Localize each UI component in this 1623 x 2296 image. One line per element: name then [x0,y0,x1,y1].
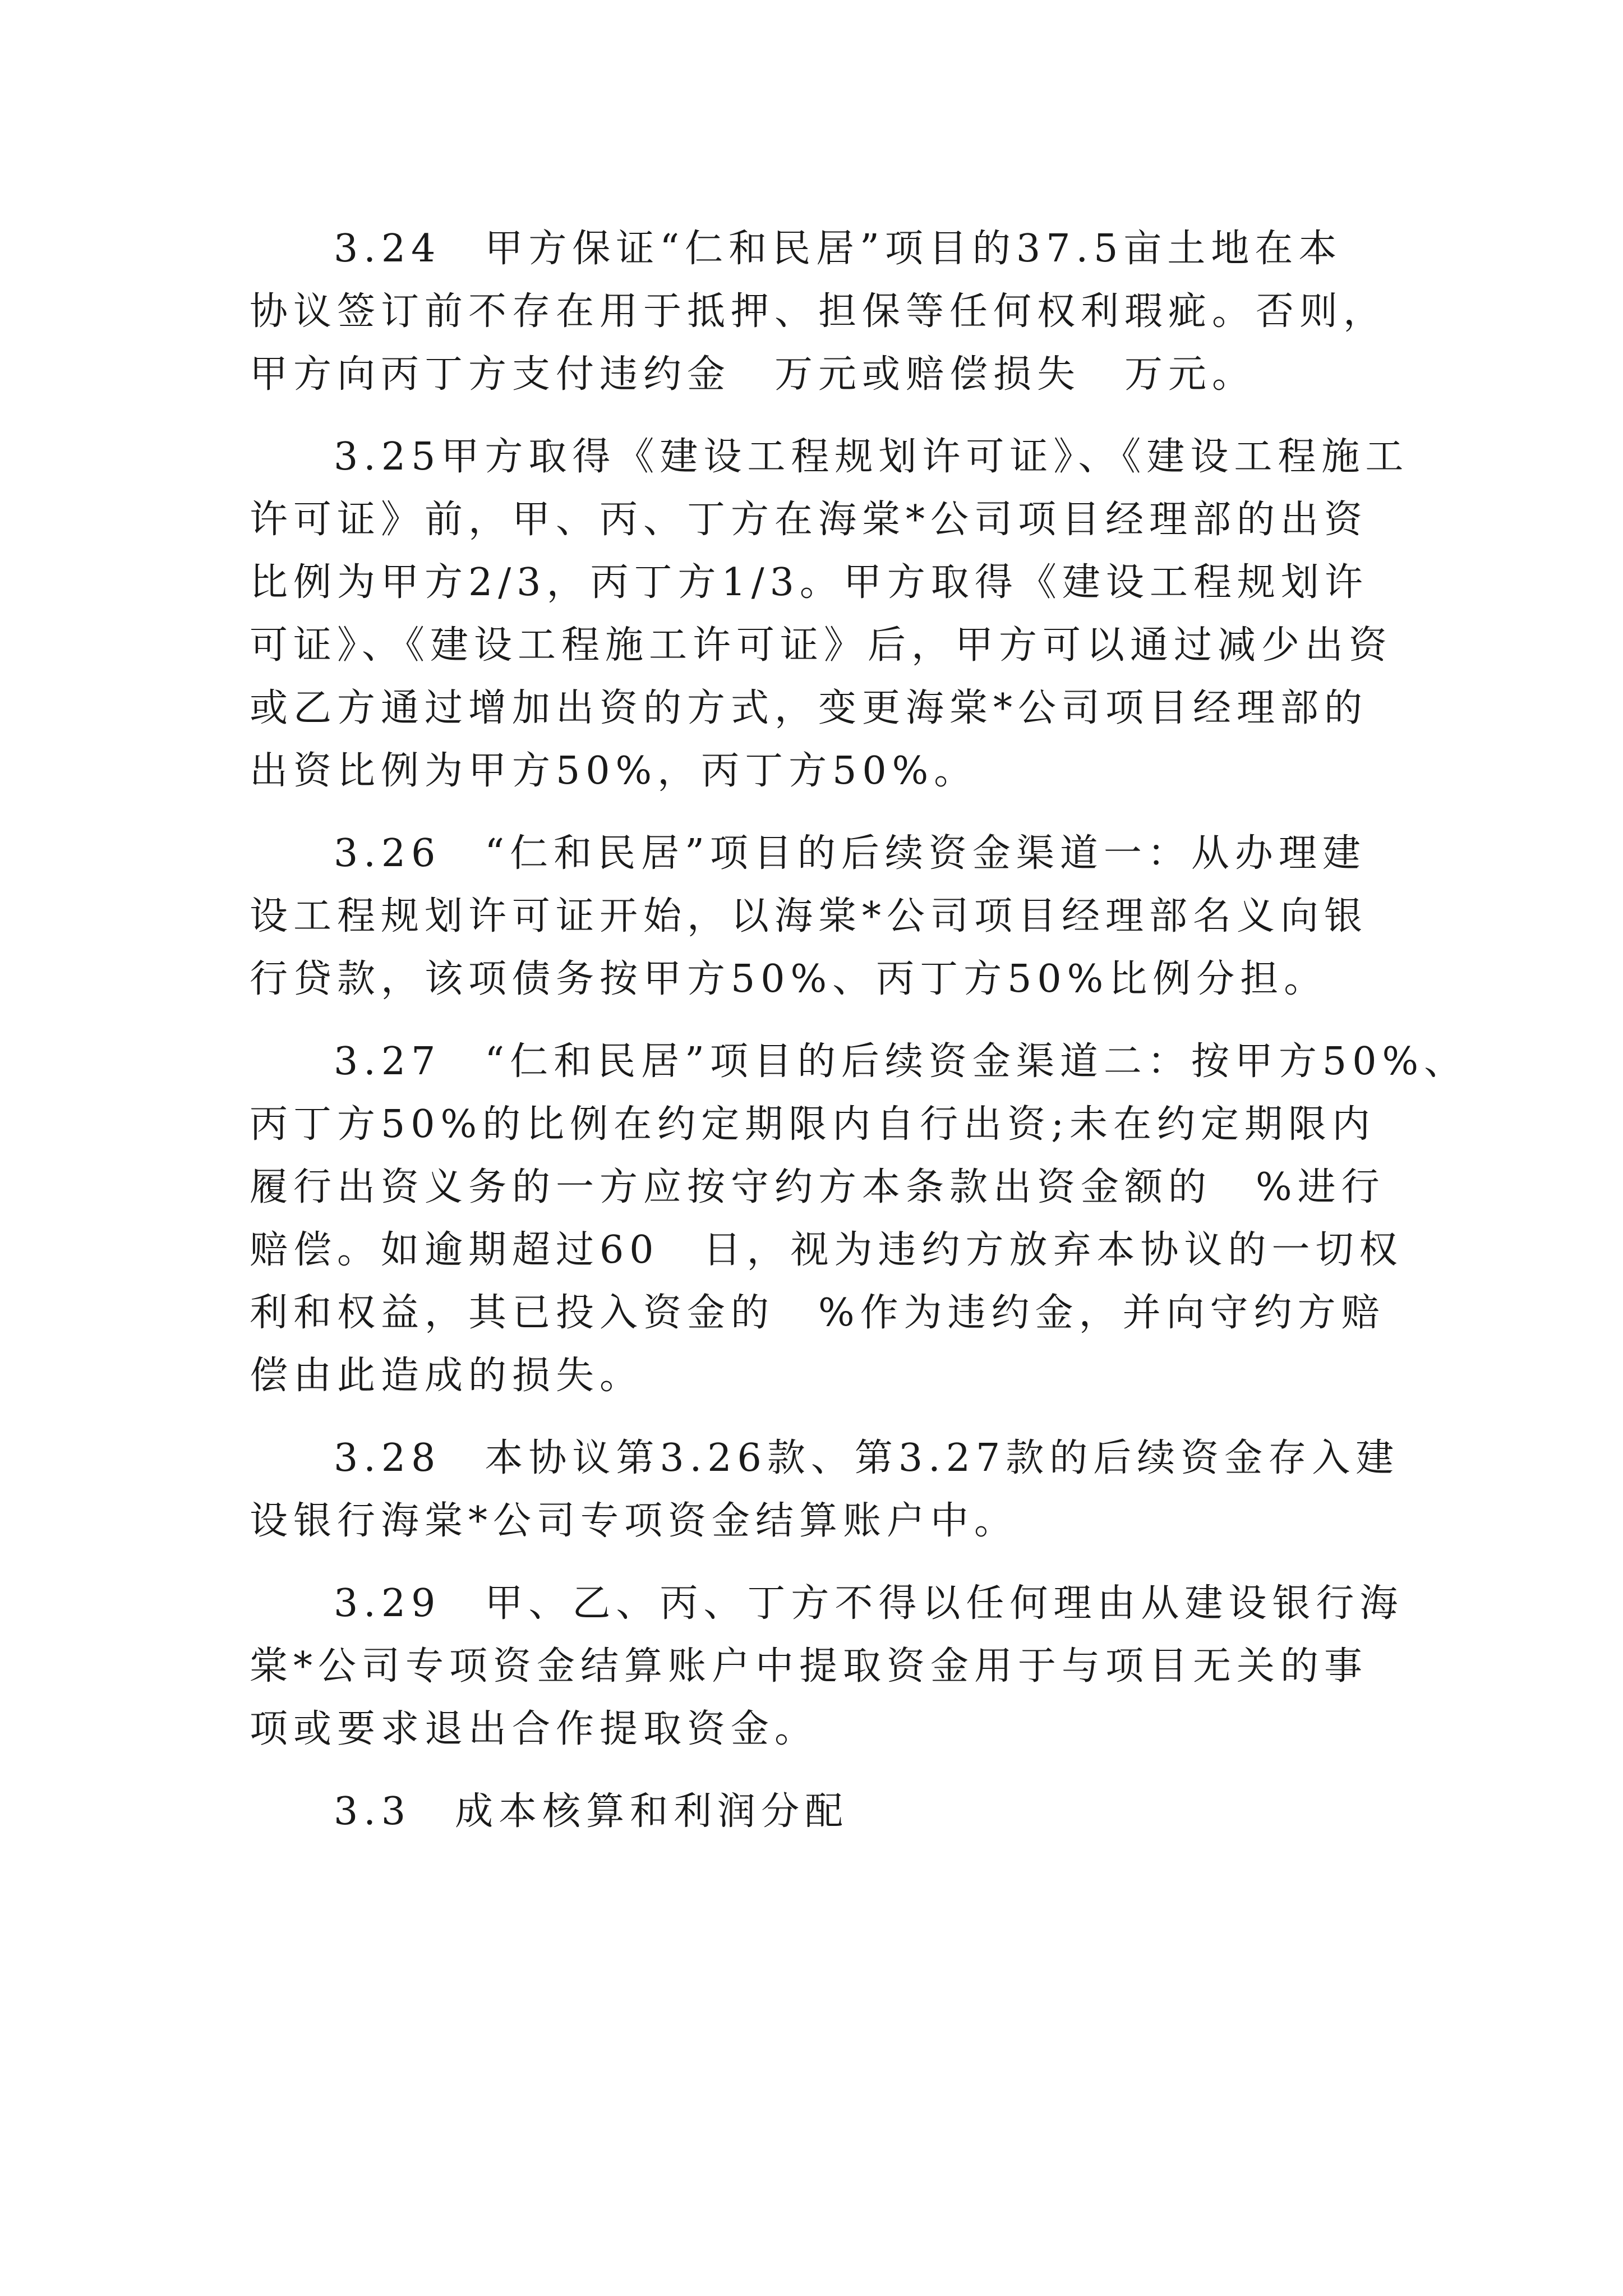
section-heading-3-3 [250,1780,1377,1843]
clause-3-28 [250,1427,1400,1553]
section-heading-text: 3.3 成本核算和利润分配 [334,1789,849,1834]
clause-3-26 [250,822,1377,1011]
clause-3-25 [250,426,1409,803]
clause-line: 3.25甲方取得《建设工程规划许可证》、《建设工程施工 [334,435,1409,479]
clause-line: 3.27 “仁和民居”项目的后续资金渠道二：按甲方50%、 [334,1039,1468,1084]
clause-line: 甲方向丙丁方支付违约金 万元或赔偿损失 万元。 [250,352,1256,397]
clause-3-24 [250,218,1387,406]
clause-line: 偿由此造成的损失。 [250,1354,644,1398]
clause-line: 项或要求退出合作提取资金。 [250,1707,819,1751]
document-body [250,218,1468,1863]
clause-line: 履行出资义务的一方应按守约方本条款出资金额的 %进行 [250,1165,1385,1209]
clause-line: 比例为甲方2/3，丙丁方1/3。甲方取得《建设工程规划许 [250,560,1368,605]
clause-line: 利和权益，其已投入资金的 %作为违约金，并向守约方赔 [250,1291,1385,1335]
clause-line: 丙丁方50%的比例在约定期限内自行出资;未在约定期限内 [250,1102,1376,1147]
clause-line: 棠*公司专项资金结算账户中提取资金用于与项目无关的事 [250,1644,1368,1688]
clause-line: 可证》、《建设工程施工许可证》后，甲方可以通过减少出资 [250,623,1393,668]
clause-line: 协议签订前不存在用于抵押、担保等任何权利瑕疵。否则， [250,289,1387,334]
clause-line: 赔偿。如逾期超过60 日，视为违约方放弃本协议的一切权 [250,1228,1403,1272]
clause-line: 3.29 甲、乙、丙、丁方不得以任何理由从建设银行海 [334,1581,1404,1626]
clause-line: 3.28 本协议第3.26款、第3.27款的后续资金存入建 [334,1436,1400,1480]
clause-3-29 [250,1572,1404,1761]
clause-line: 行贷款，该项债务按甲方50%、丙丁方50%比例分担。 [250,957,1328,1001]
clause-line: 许可证》前，甲、丙、丁方在海棠*公司项目经理部的出资 [250,498,1368,542]
clause-line: 3.26 “仁和民居”项目的后续资金渠道一：从办理建 [334,831,1366,876]
clause-line: 设银行海棠*公司专项资金结算账户中。 [250,1499,1018,1543]
clause-line: 3.24 甲方保证“仁和民居”项目的37.5亩土地在本 [334,227,1343,271]
clause-line: 设工程规划许可证开始，以海棠*公司项目经理部名义向银 [250,894,1368,938]
clause-3-27 [250,1030,1468,1407]
clause-line: 出资比例为甲方50%，丙丁方50%。 [250,749,978,793]
clause-line: 或乙方通过增加出资的方式，变更海棠*公司项目经理部的 [250,686,1368,730]
